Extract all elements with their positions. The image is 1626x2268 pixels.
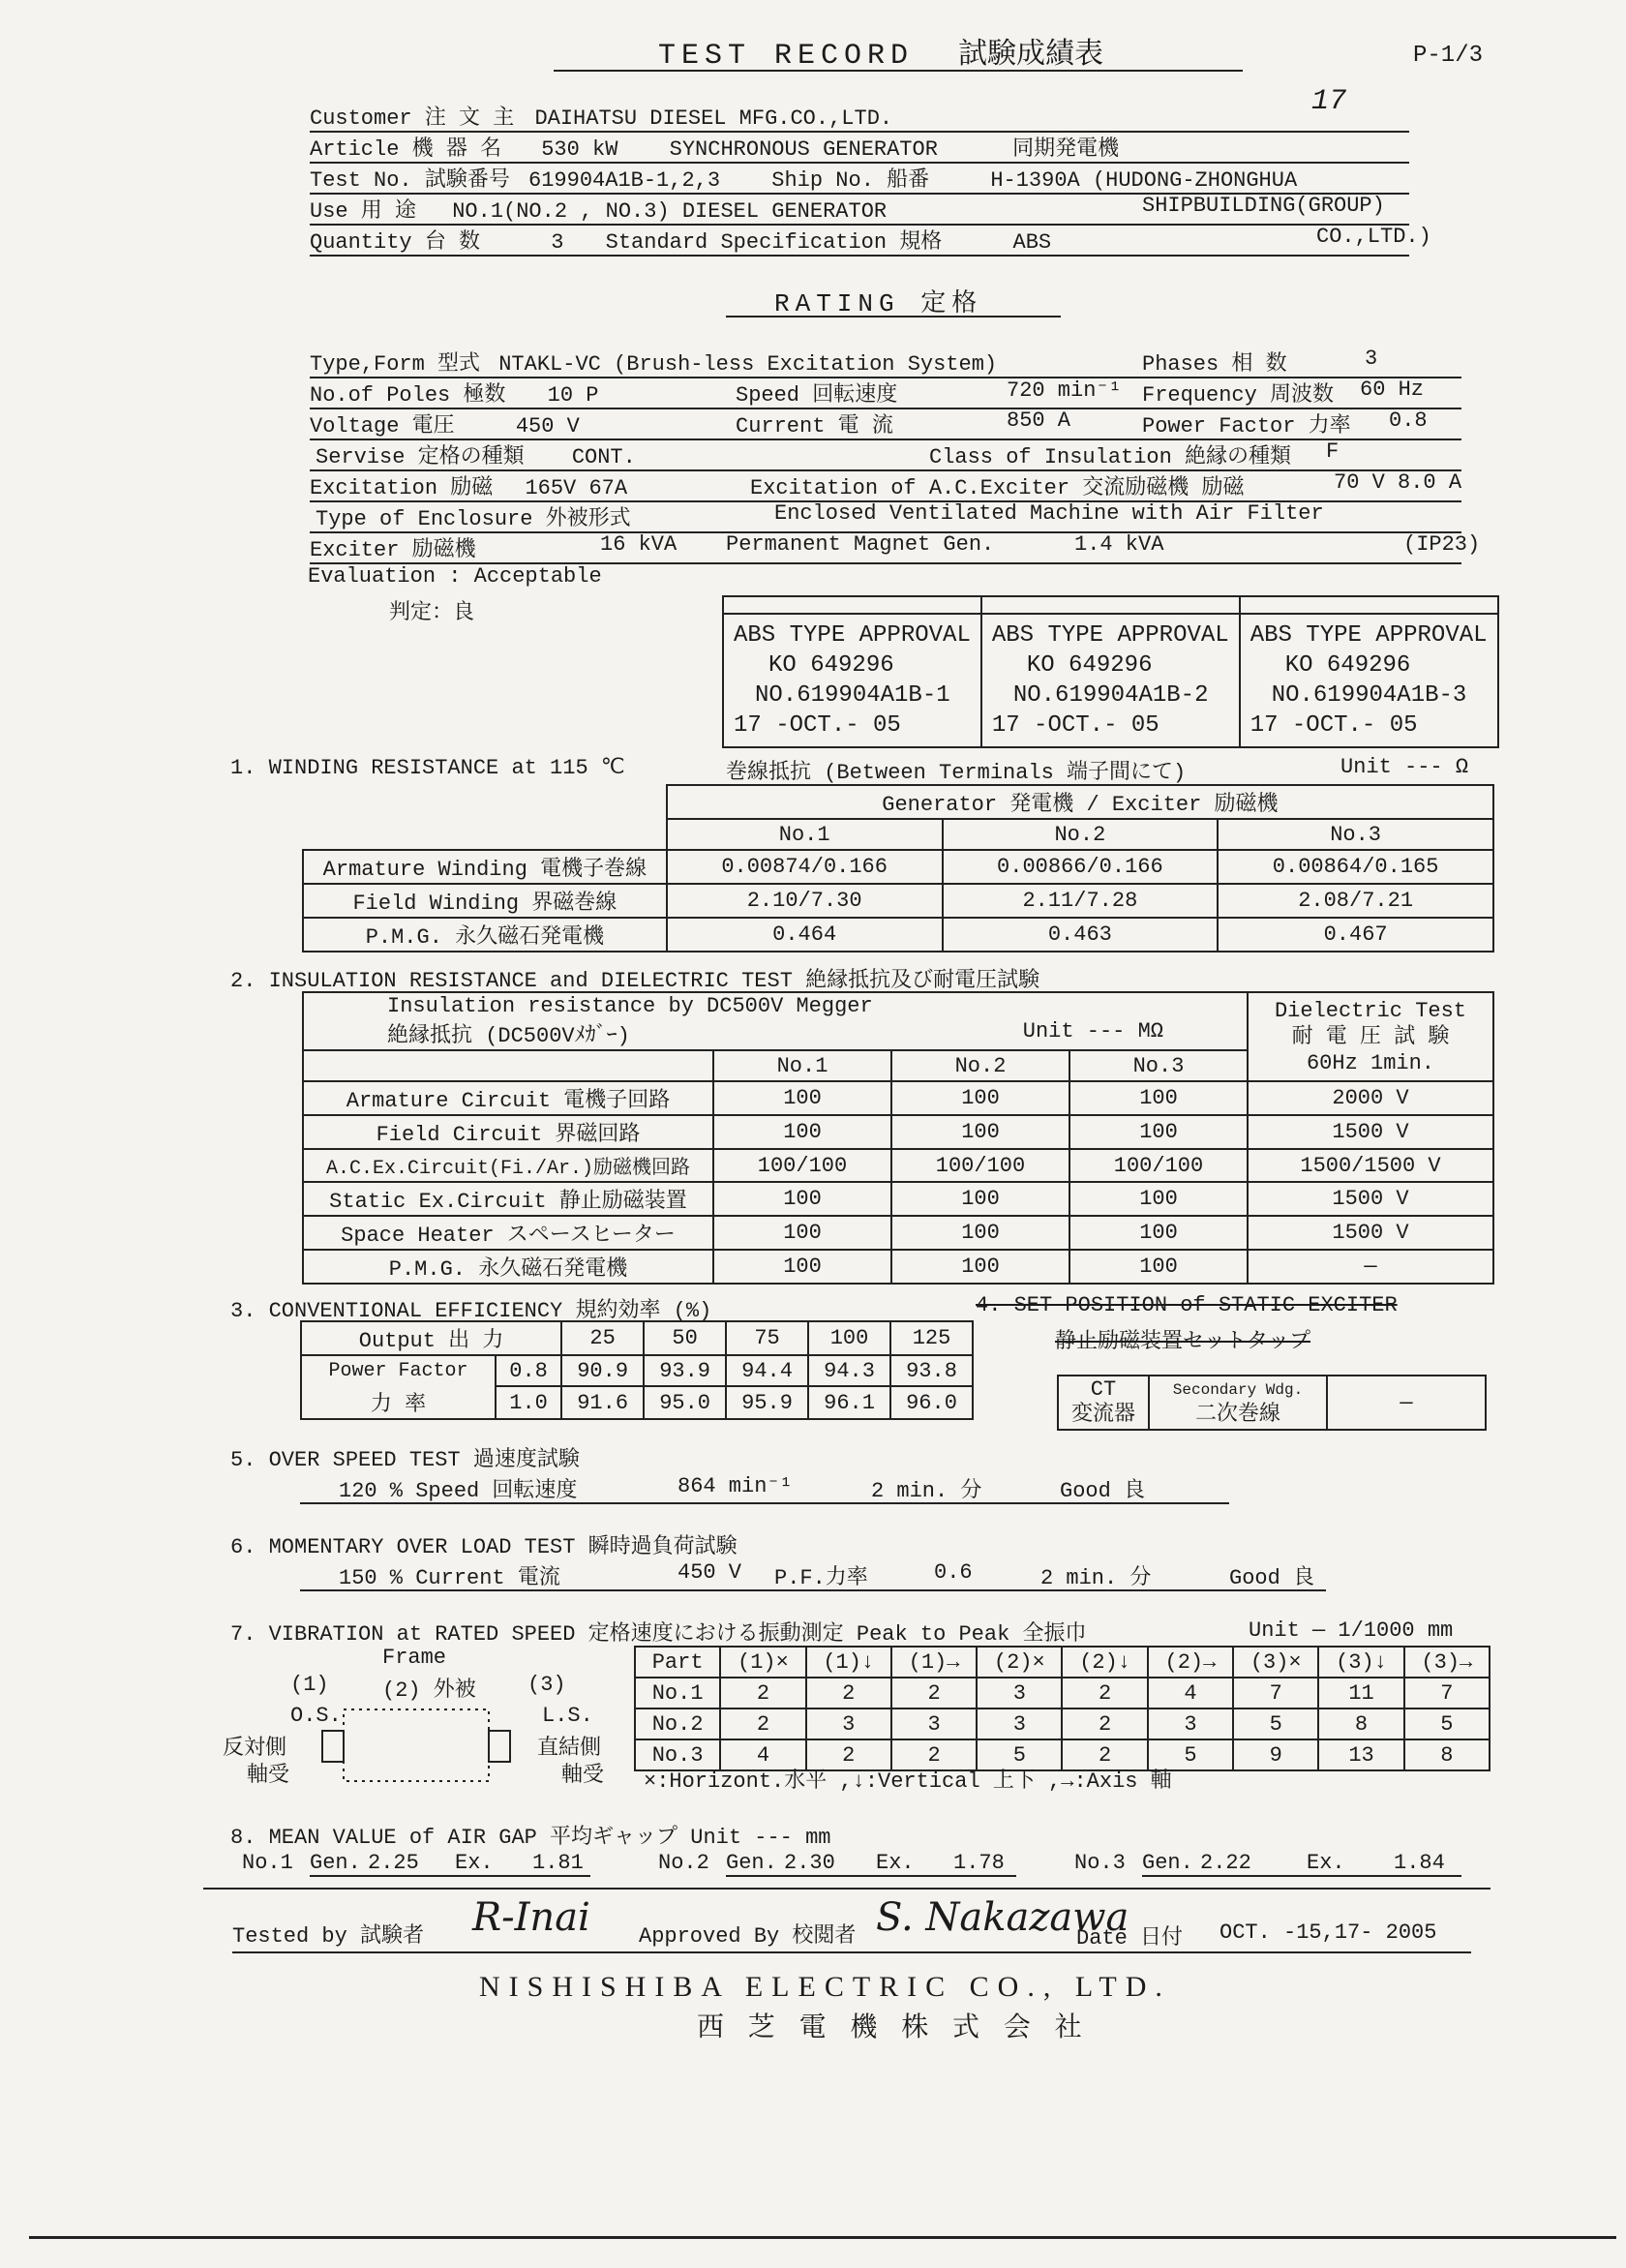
output-col: 25 xyxy=(561,1321,644,1355)
insulation-header xyxy=(303,992,1248,1050)
service-value: CONT. xyxy=(571,445,636,469)
frame-point-3: (3) xyxy=(527,1673,566,1697)
vib-col-header: (1)× xyxy=(720,1647,805,1678)
pf-label: Power Factor 力率 xyxy=(1142,414,1351,438)
airgap-ex: 1.81 xyxy=(532,1851,590,1877)
cell-value: 5 xyxy=(1233,1709,1318,1739)
winding-subtitle: 巻線抵抗 (Between Terminals 端子間にて) xyxy=(726,761,1187,785)
article-type: SYNCHRONOUS GENERATOR xyxy=(669,137,938,162)
airgap-gen: 2.22 xyxy=(1200,1851,1307,1877)
use-value: NO.1(NO.2 , NO.3) DIESEL GENERATOR xyxy=(452,199,888,224)
overspeed-duration: 2 min. 分 xyxy=(871,1479,982,1503)
tested-by-label: Tested by 試験者 xyxy=(232,1924,425,1949)
phases-value: 3 xyxy=(1365,347,1378,371)
service-label: Servise 定格の種類 xyxy=(316,445,525,469)
set-position-title-jp: 静止励磁装置セットタップ xyxy=(1055,1330,1311,1354)
frame-point-2: (2) 外被 xyxy=(382,1678,476,1703)
document-title xyxy=(658,29,1103,73)
overload-voltage: 450 V xyxy=(678,1560,742,1585)
table-row xyxy=(303,918,1493,952)
airgap-ex-label: Ex. xyxy=(1307,1851,1394,1877)
vib-col-header: (1)↓ xyxy=(806,1647,891,1678)
date-label: Date 日付 xyxy=(1076,1926,1184,1950)
vib-col-header: (3)→ xyxy=(1404,1647,1490,1678)
cell-value: 100 xyxy=(713,1081,891,1115)
rating-row-poles xyxy=(310,378,1461,409)
row-label: Space Heater スペースヒーター xyxy=(303,1216,713,1250)
pmg-label: Permanent Magnet Gen. xyxy=(726,532,995,557)
cell-value: 4 xyxy=(1148,1678,1233,1709)
cell-value: 3 xyxy=(977,1678,1062,1709)
cell-value: 2 xyxy=(1062,1709,1147,1739)
cell-value: 100 xyxy=(713,1216,891,1250)
table-row xyxy=(301,1386,973,1419)
row-label: P.M.G. 永久磁石発電機 xyxy=(303,1250,713,1284)
ac-exciter-value: 70 V 8.0 A xyxy=(1334,470,1462,495)
airgap-gen-label: Gen. xyxy=(310,1851,368,1877)
dielectric-header xyxy=(1248,992,1493,1081)
vib-col-header: (3)× xyxy=(1233,1647,1318,1678)
output-col: 125 xyxy=(890,1321,973,1355)
row-label: Field Winding 界磁巻線 xyxy=(303,884,667,918)
dielectric-head-3: 60Hz 1min. xyxy=(1306,1050,1435,1075)
cell-value: 11 xyxy=(1318,1678,1403,1709)
cell-value: 93.8 xyxy=(890,1355,973,1386)
airgap-no: No.1 xyxy=(242,1851,293,1875)
winding-col-header: No.3 xyxy=(1218,819,1493,850)
approval-stamps xyxy=(722,595,1499,748)
approval-line-2: KO 649296 xyxy=(1026,652,1153,679)
vib-col-header: (3)↓ xyxy=(1318,1647,1403,1678)
pf-value: 1.0 xyxy=(496,1386,561,1419)
approval-line-1: ABS TYPE APPROVAL xyxy=(734,622,971,649)
overspeed-title: 5. OVER SPEED TEST 過速度試験 xyxy=(230,1448,580,1472)
row-label: A.C.Ex.Circuit(Fi./Ar.)励磁機回路 xyxy=(303,1149,713,1182)
vibration-title: 7. VIBRATION at RATED SPEED 定格速度における振動測定 Peak to Peak 全振巾 xyxy=(230,1622,1087,1647)
os-label-jp-2: 軸受 xyxy=(247,1764,290,1788)
row-label: Armature Winding 電機子巻線 xyxy=(303,850,667,884)
section-divider xyxy=(203,1888,1490,1890)
voltage-label: Voltage 電圧 xyxy=(310,414,455,438)
excitation-label: Excitation 励磁 xyxy=(310,476,494,500)
vib-col-header: (2)→ xyxy=(1148,1647,1233,1678)
table-row xyxy=(303,850,1493,884)
row-label: No.1 xyxy=(635,1678,720,1709)
frame-label: Frame xyxy=(382,1646,447,1670)
cell-value: 2.10/7.30 xyxy=(667,884,943,918)
rating-underline xyxy=(726,316,1061,318)
approval-line-1: ABS TYPE APPROVAL xyxy=(991,622,1229,649)
winding-unit: Unit --- Ω xyxy=(1340,755,1469,779)
overload-current: 150 % Current 電流 xyxy=(339,1566,560,1590)
insulation-corner xyxy=(303,1050,713,1081)
article-label: Article 機 器 名 xyxy=(310,137,502,162)
cell-value: 9 xyxy=(1233,1739,1318,1770)
approved-by-label: Approved By 校閲者 xyxy=(639,1924,857,1949)
airgap-gen-label: Gen. xyxy=(726,1851,784,1877)
vib-col-header: Part xyxy=(635,1647,720,1678)
vibration-table xyxy=(634,1646,1490,1771)
vib-col-header: (1)→ xyxy=(891,1647,977,1678)
cell-value: 5 xyxy=(1404,1709,1490,1739)
table-row xyxy=(303,1115,1493,1149)
vibration-unit: Unit — 1/1000 mm xyxy=(1249,1618,1454,1643)
tester-signature: R-Inai xyxy=(472,1895,590,1940)
table-row xyxy=(303,1182,1493,1216)
cell-value: 2 xyxy=(1062,1739,1147,1770)
overload-pf: 0.6 xyxy=(934,1560,973,1585)
cell-value: 8 xyxy=(1404,1739,1490,1770)
pmg-value: 1.4 kVA xyxy=(1074,532,1164,557)
winding-corner xyxy=(303,785,667,850)
insulation-col-header: No.3 xyxy=(1069,1050,1248,1081)
output-col: 50 xyxy=(644,1321,726,1355)
vibration-legend: ×:Horizont.水平 ,↓:Vertical 上下 ,→:Axis 軸 xyxy=(644,1769,1172,1794)
quantity-label: Quantity 台 数 xyxy=(310,230,481,255)
exciter-label: Exciter 励磁機 xyxy=(310,538,476,562)
enclosure-label: Type of Enclosure 外被形式 xyxy=(316,507,631,531)
row-label: No.3 xyxy=(635,1739,720,1770)
ct-label xyxy=(1058,1376,1149,1430)
speed-label: Speed 回転速度 xyxy=(736,383,898,408)
article-kw: 530 kW xyxy=(541,137,618,162)
row-label: Armature Circuit 電機子回路 xyxy=(303,1081,713,1115)
article-row xyxy=(310,132,1409,164)
insulation-head-1: Insulation resistance by DC500V Megger xyxy=(387,994,873,1018)
table-row xyxy=(303,1149,1493,1182)
cell-value: 100 xyxy=(891,1081,1069,1115)
vib-col-header: (2)× xyxy=(977,1647,1062,1678)
quantity-row xyxy=(310,225,1431,257)
voltage-value: 450 V xyxy=(515,414,580,438)
cell-value: 100/100 xyxy=(891,1149,1069,1182)
cell-value: 100 xyxy=(891,1216,1069,1250)
airgap-no: No.2 xyxy=(658,1851,709,1875)
cell-value: 100/100 xyxy=(713,1149,891,1182)
testno-label: Test No. 試験番号 xyxy=(310,168,510,193)
ls-label-jp-2: 軸受 xyxy=(561,1764,605,1788)
use-label: Use 用 途 xyxy=(310,199,417,224)
signoff-underline xyxy=(232,1951,1471,1953)
approval-line-4: 17 -OCT.- 05 xyxy=(734,712,901,739)
ac-exciter-label: Excitation of A.C.Exciter 交流励磁機 励磁 xyxy=(750,476,1245,500)
insulation-table xyxy=(302,991,1494,1285)
cell-value: 7 xyxy=(1233,1678,1318,1709)
poles-label: No.of Poles 極数 xyxy=(310,383,506,408)
company-name: NISHISHIBA ELECTRIC CO., LTD. xyxy=(479,1971,1171,2003)
cell-value: 100 xyxy=(713,1250,891,1284)
pf-label: Power Factor xyxy=(301,1355,496,1386)
cell-value: 95.9 xyxy=(726,1386,808,1419)
cell-value: 100 xyxy=(1069,1250,1248,1284)
approval-line-3: NO.619904A1B-3 xyxy=(1271,682,1467,709)
cell-value: 3 xyxy=(806,1709,891,1739)
insulation-class-value: F xyxy=(1326,439,1340,464)
std-value: ABS xyxy=(1012,230,1052,255)
cell-value: 2 xyxy=(891,1739,977,1770)
cell-value: 0.467 xyxy=(1218,918,1493,952)
bottom-rule xyxy=(29,2236,1616,2239)
customer-value: DAIHATSU DIESEL MFG.CO.,LTD. xyxy=(534,106,893,131)
excitation-value: 165V 67A xyxy=(525,476,628,500)
cell-value: 0.464 xyxy=(667,918,943,952)
enclosure-value: Enclosed Ventilated Machine with Air Filter xyxy=(774,501,1324,526)
approval-line-3: NO.619904A1B-1 xyxy=(755,682,950,709)
cell-value: 91.6 xyxy=(561,1386,644,1419)
pf-value: 0.8 xyxy=(496,1355,561,1386)
ls-label-jp-1: 直結側 xyxy=(537,1737,602,1761)
exciter-value: 16 kVA xyxy=(600,532,678,557)
dielectric-head-2: 耐 電 圧 試 験 xyxy=(1291,1024,1450,1049)
insulation-unit: Unit --- MΩ xyxy=(1022,1019,1163,1043)
cell-value: 4 xyxy=(720,1739,805,1770)
airgap-row xyxy=(242,1851,1490,1882)
ship-value: H-1390A (HUDONG-ZHONGHUA xyxy=(990,168,1298,193)
table-row xyxy=(301,1355,973,1386)
cell-value: 100 xyxy=(713,1115,891,1149)
vib-col-header: (2)↓ xyxy=(1062,1647,1147,1678)
overload-row xyxy=(300,1560,1326,1591)
airgap-ex: 1.78 xyxy=(953,1851,1016,1877)
poles-value: 10 P xyxy=(547,383,599,408)
date-value: OCT. -15,17- 2005 xyxy=(1220,1920,1437,1945)
type-label: Type,Form 型式 xyxy=(310,352,481,377)
table-row xyxy=(303,1250,1493,1284)
ct-value: — xyxy=(1327,1376,1486,1430)
table-row xyxy=(303,884,1493,918)
airgap-title: 8. MEAN VALUE of AIR GAP 平均ギャップ Unit --- mm xyxy=(230,1826,831,1850)
approval-stamp xyxy=(723,614,981,747)
machine-frame-icon xyxy=(315,1704,518,1787)
cell-value: 0.00864/0.165 xyxy=(1218,850,1493,884)
current-label: Current 電 流 xyxy=(736,414,893,438)
dielectric-value: 1500 V xyxy=(1248,1182,1493,1216)
row-label: Field Circuit 界磁回路 xyxy=(303,1115,713,1149)
rating-row-enclosure xyxy=(310,501,1461,533)
article-jp: 同期発電機 xyxy=(1012,137,1120,162)
customer-row xyxy=(310,101,1409,133)
cell-value: 100/100 xyxy=(1069,1149,1248,1182)
overspeed-row xyxy=(300,1473,1229,1504)
airgap-gen-label: Gen. xyxy=(1142,1851,1200,1877)
overload-pf-label: P.F.力率 xyxy=(774,1566,868,1590)
approval-empty-3 xyxy=(1240,596,1498,614)
winding-group-header: Generator 発電機 / Exciter 励磁機 xyxy=(667,785,1493,819)
row-label: P.M.G. 永久磁石発電機 xyxy=(303,918,667,952)
rating-row-type xyxy=(310,347,1461,378)
page-number: P-1/3 xyxy=(1413,43,1484,69)
cell-value: 2 xyxy=(720,1678,805,1709)
evaluation: Evaluation : Acceptable xyxy=(308,564,602,589)
dielectric-value: — xyxy=(1248,1250,1493,1284)
winding-title: 1. WINDING RESISTANCE at 115 ℃ xyxy=(230,756,625,780)
cell-value: 100 xyxy=(891,1250,1069,1284)
secondary-jp: 二次巻線 xyxy=(1194,1403,1280,1427)
table-row xyxy=(635,1709,1490,1739)
ship-label: Ship No. 船番 xyxy=(771,168,930,193)
approval-stamp xyxy=(981,614,1240,747)
insulation-class-label: Class of Insulation 絶縁の種類 xyxy=(929,445,1292,469)
title-jp: 試験成績表 xyxy=(958,40,1104,73)
output-col: 100 xyxy=(808,1321,890,1355)
efficiency-title: 3. CONVENTIONAL EFFICIENCY 規約効率 (%) xyxy=(230,1299,712,1323)
output-col: 75 xyxy=(726,1321,808,1355)
cell-value: 3 xyxy=(1148,1709,1233,1739)
rating-title: RATING 定格 xyxy=(774,289,983,318)
frame-point-1: (1) xyxy=(290,1673,329,1697)
cell-value: 2 xyxy=(1062,1678,1147,1709)
type-value: NTAKL-VC (Brush-less Excitation System) xyxy=(498,352,998,377)
frequency-value: 60 Hz xyxy=(1360,378,1425,402)
secondary-en: Secondary Wdg. xyxy=(1172,1381,1304,1399)
table-row xyxy=(635,1678,1490,1709)
approver-signature: S. Nakazawa xyxy=(876,1895,1129,1940)
airgap-no: No.3 xyxy=(1074,1851,1126,1875)
speed-value: 720 min⁻¹ xyxy=(1007,378,1122,403)
dielectric-head-1: Dielectric Test xyxy=(1274,998,1467,1023)
approval-empty-1 xyxy=(723,596,981,614)
pf-value: 0.8 xyxy=(1389,408,1428,433)
use-right: SHIPBUILDING(GROUP) xyxy=(1142,194,1385,218)
approval-line-3: NO.619904A1B-2 xyxy=(1012,682,1209,709)
set-position-title: 4. SET POSITION of STATIC EXCITER xyxy=(976,1293,1398,1317)
cell-value: 96.1 xyxy=(808,1386,890,1419)
rating-row-excitation xyxy=(310,470,1461,502)
overload-result: Good 良 xyxy=(1229,1566,1315,1590)
use-row xyxy=(310,194,1409,226)
dielectric-value: 1500 V xyxy=(1248,1216,1493,1250)
cell-value: 2.08/7.21 xyxy=(1218,884,1493,918)
cell-value: 100 xyxy=(1069,1081,1248,1115)
airgap-gen: 2.25 xyxy=(368,1851,455,1877)
approval-line-2: KO 649296 xyxy=(768,652,894,679)
ct-table xyxy=(1057,1375,1487,1431)
cell-value: 0.00874/0.166 xyxy=(667,850,943,884)
phases-label: Phases 相 数 xyxy=(1142,352,1287,377)
cell-value: 5 xyxy=(1148,1739,1233,1770)
table-row xyxy=(303,1216,1493,1250)
testno-row xyxy=(310,163,1409,195)
insulation-col-header: No.1 xyxy=(713,1050,891,1081)
rating-row-voltage xyxy=(310,408,1461,440)
std-right: CO.,LTD.) xyxy=(1316,225,1431,249)
cell-value: 100 xyxy=(891,1182,1069,1216)
airgap-ex: 1.84 xyxy=(1394,1851,1461,1877)
company-name-jp: 西 芝 電 機 株 式 会 社 xyxy=(697,2014,1086,2044)
cell-value: 100 xyxy=(1069,1182,1248,1216)
overload-title: 6. MOMENTARY OVER LOAD TEST 瞬時過負荷試験 xyxy=(230,1535,738,1559)
cell-value: 3 xyxy=(977,1709,1062,1739)
cell-value: 96.0 xyxy=(890,1386,973,1419)
cell-value: 90.9 xyxy=(561,1355,644,1386)
cell-value: 93.9 xyxy=(644,1355,726,1386)
winding-col-header: No.2 xyxy=(943,819,1219,850)
output-label: Output 出 力 xyxy=(301,1321,561,1355)
overspeed-speed: 120 % Speed 回転速度 xyxy=(339,1479,578,1503)
handwritten-number: 17 xyxy=(1311,85,1347,118)
winding-col-header: No.1 xyxy=(667,819,943,850)
testno-value: 619904A1B-1,2,3 xyxy=(528,168,721,193)
cell-value: 13 xyxy=(1318,1739,1403,1770)
ct-jp: 変流器 xyxy=(1070,1403,1135,1427)
rating-row-exciter xyxy=(310,532,1481,564)
table-row xyxy=(303,1081,1493,1115)
current-value: 850 A xyxy=(1007,408,1071,433)
cell-value: 95.0 xyxy=(644,1386,726,1419)
airgap-ex-label: Ex. xyxy=(455,1851,532,1877)
row-label: No.2 xyxy=(635,1709,720,1739)
cell-value: 2 xyxy=(720,1709,805,1739)
cell-value: 100 xyxy=(1069,1216,1248,1250)
ip-rating: (IP23) xyxy=(1403,532,1481,557)
approval-line-2: KO 649296 xyxy=(1284,652,1411,679)
rating-row-service xyxy=(310,439,1461,471)
evaluation-jp: 判定：良 xyxy=(389,601,475,625)
approval-line-4: 17 -OCT.- 05 xyxy=(1250,712,1418,739)
cell-value: 0.00866/0.166 xyxy=(943,850,1219,884)
dielectric-value: 1500/1500 V xyxy=(1248,1149,1493,1182)
title-underline xyxy=(554,70,1243,72)
dielectric-value: 2000 V xyxy=(1248,1081,1493,1115)
efficiency-table xyxy=(300,1320,974,1420)
cell-value: 2 xyxy=(891,1678,977,1709)
frequency-label: Frequency 周波数 xyxy=(1142,383,1335,408)
ls-label: L.S. xyxy=(542,1704,593,1728)
cell-value: 2 xyxy=(806,1678,891,1709)
overload-duration: 2 min. 分 xyxy=(1040,1566,1152,1590)
cell-value: 2 xyxy=(806,1739,891,1770)
insulation-col-header: No.2 xyxy=(891,1050,1069,1081)
approval-line-1: ABS TYPE APPROVAL xyxy=(1250,622,1488,649)
dielectric-value: 1500 V xyxy=(1248,1115,1493,1149)
winding-table xyxy=(302,784,1494,953)
ct-en: CT xyxy=(1090,1377,1117,1402)
os-label: O.S. xyxy=(290,1704,342,1728)
overspeed-value: 864 min⁻¹ xyxy=(678,1474,793,1498)
quantity-value: 3 xyxy=(551,230,564,255)
cell-value: 94.4 xyxy=(726,1355,808,1386)
customer-label: Customer 注 文 主 xyxy=(310,106,515,131)
secondary-label xyxy=(1149,1376,1327,1430)
title-en: TEST RECORD xyxy=(658,40,915,73)
cell-value: 0.463 xyxy=(943,918,1219,952)
row-label: Static Ex.Circuit 静止励磁装置 xyxy=(303,1182,713,1216)
cell-value: 3 xyxy=(891,1709,977,1739)
cell-value: 100 xyxy=(1069,1115,1248,1149)
cell-value: 2.11/7.28 xyxy=(943,884,1219,918)
pf-label-jp: 力 率 xyxy=(301,1386,496,1419)
overspeed-result: Good 良 xyxy=(1060,1479,1146,1503)
cell-value: 94.3 xyxy=(808,1355,890,1386)
std-label: Standard Specification 規格 xyxy=(605,230,943,255)
os-label-jp-1: 反対側 xyxy=(223,1737,287,1761)
approval-stamp xyxy=(1240,614,1498,747)
cell-value: 7 xyxy=(1404,1678,1490,1709)
insulation-head-2: 絶縁抵抗 (DC500Vﾒｶﾞｰ) xyxy=(387,1024,630,1048)
insulation-title: 2. INSULATION RESISTANCE and DIELECTRIC TEST 絶縁抵抗及び耐電圧試験 xyxy=(230,969,1040,993)
cell-value: 8 xyxy=(1318,1709,1403,1739)
cell-value: 100 xyxy=(713,1182,891,1216)
airgap-gen: 2.30 xyxy=(784,1851,876,1877)
approval-line-4: 17 -OCT.- 05 xyxy=(991,712,1159,739)
cell-value: 100 xyxy=(891,1115,1069,1149)
approval-empty-2 xyxy=(981,596,1240,614)
cell-value: 5 xyxy=(977,1739,1062,1770)
airgap-ex-label: Ex. xyxy=(876,1851,953,1877)
